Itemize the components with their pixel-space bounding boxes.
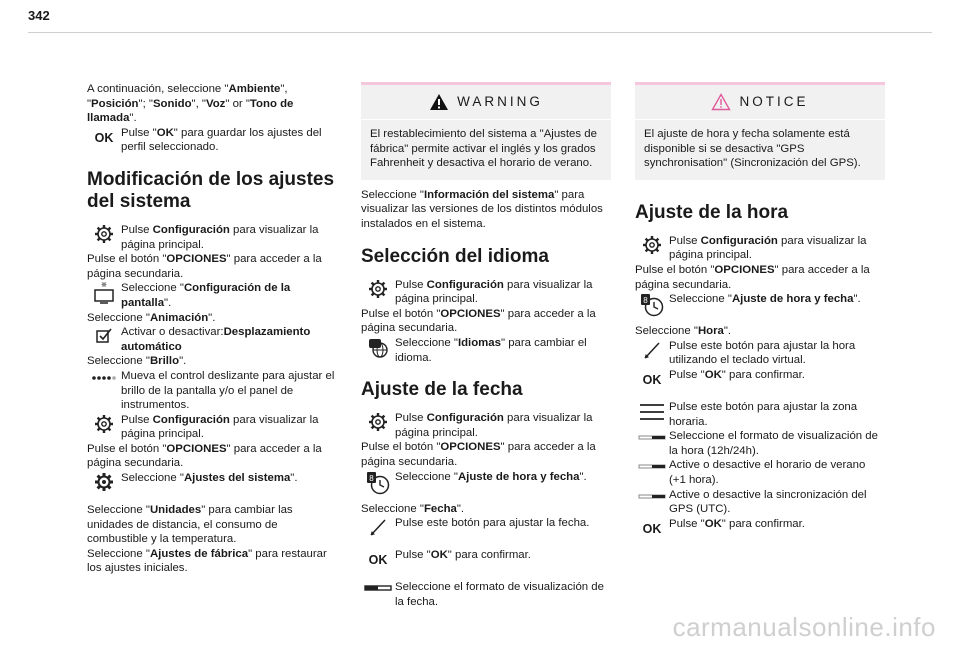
date-step-date: Seleccione "Fecha".: [361, 502, 465, 515]
ok-icon: OK: [642, 372, 662, 387]
step-slider: Mueva el control deslizante para ajustar el brillo de la pantalla y/o el panel de instrumentos.: [87, 369, 337, 413]
step-system-info: Seleccione "Información del sistema" para visualizar las versiones de los distintos módulos instalados en el sistema.: [361, 188, 603, 230]
gears-icon: [87, 471, 121, 492]
toggle-bar-icon: [635, 458, 669, 473]
column-3: [635, 82, 885, 543]
section-heading-language: Selección del idioma: [361, 245, 549, 267]
svg-text:8: 8: [369, 473, 374, 483]
page-number: 342: [28, 8, 50, 23]
column-2: [361, 82, 611, 609]
warning-box: [361, 82, 611, 180]
svg-text:8: 8: [643, 296, 648, 306]
step-settings: Pulse Configuración para visualizar la página principal.: [87, 223, 337, 252]
step-screen-config: Seleccione "Configuración de la pantalla".: [87, 281, 337, 310]
column-1: [87, 82, 337, 576]
lang-step-options: Pulse el botón "OPCIONES" para acceder a la página secundaria.: [361, 307, 596, 335]
list-icon: [635, 400, 669, 423]
date-step-edit: Pulse este botón para ajustar la fecha.: [361, 516, 611, 542]
notice-title: NOTICE: [739, 93, 809, 109]
step-animation: Seleccione "Animación".: [87, 311, 216, 324]
time-step-zone: Pulse este botón para ajustar la zona horaria.: [635, 400, 885, 429]
ok-icon: OK: [642, 521, 662, 536]
gear-icon: [361, 278, 395, 299]
time-step-hour: Seleccione "Hora".: [635, 325, 732, 338]
step-options-2: Pulse el botón "OPCIONES" para acceder a la página secundaria.: [87, 442, 322, 470]
time-step-datetime: 8 Seleccione "Ajuste de hora y fecha".: [635, 292, 885, 318]
watermark: carmanualsonline.info: [672, 612, 936, 642]
section-heading-date: Ajuste de la fecha: [361, 379, 523, 401]
step-brightness: Seleccione "Brillo".: [87, 355, 187, 368]
toggle-bar-icon: [361, 580, 395, 595]
date-step-format: Seleccione el formato de visualización de la fecha.: [361, 580, 611, 609]
date-step-settings: Pulse Configuración para visualizar la página principal.: [361, 411, 611, 440]
language-icon: [361, 336, 395, 359]
ok-icon: OK: [368, 553, 388, 568]
step-units: Seleccione "Unidades" para cambiar las unidades de distancia, el consumo de combustible y la temperatura.: [87, 504, 293, 546]
date-step-ok: OK Pulse "OK" para confirmar.: [361, 548, 611, 574]
time-step-options: Pulse el botón "OPCIONES" para acceder a la página secundaria.: [635, 263, 870, 291]
time-step-settings: Pulse Configuración para visualizar la página principal.: [635, 234, 885, 263]
toggle-bar-icon: [635, 429, 669, 444]
step-system-settings: Seleccione "Ajustes del sistema".: [87, 471, 337, 497]
time-step-dst: Active o desactive el horario de verano (+1 hora).: [635, 458, 885, 487]
step-options: Pulse el botón "OPCIONES" para acceder a la página secundaria.: [87, 253, 322, 280]
date-step-datetime: 8 Seleccione "Ajuste de hora y fecha".: [361, 470, 611, 496]
time-step-edit: Pulse este botón para ajustar la hora utilizando el teclado virtual.: [635, 339, 885, 368]
notice-box: [635, 82, 885, 180]
time-step-ok: OK Pulse "OK" para confirmar.: [635, 368, 885, 394]
gear-icon: [87, 413, 121, 434]
slider-dots-icon: [87, 369, 121, 384]
gear-icon: [635, 234, 669, 255]
clock-calendar-icon: [361, 470, 395, 495]
warning-icon: [429, 93, 449, 111]
screen-brightness-icon: [87, 281, 121, 304]
clock-calendar-icon: [635, 292, 669, 317]
header-divider: [28, 32, 932, 33]
gear-icon: [87, 223, 121, 244]
notice-icon: [711, 93, 731, 111]
checkbox-icon: [87, 325, 121, 344]
time-step-format: Seleccione el formato de visualización de la hora (12h/24h).: [635, 429, 885, 458]
step-settings-2: Pulse Configuración para visualizar la página principal.: [87, 413, 337, 442]
toggle-bar-icon: [635, 488, 669, 503]
lang-step-settings: Pulse Configuración para visualizar la página principal.: [361, 278, 611, 307]
notice-text: El ajuste de hora y fecha solamente está disponible si se desactiva "GPS synchronisation" (Sincronización del GPS).: [644, 128, 861, 170]
intro-text: A continuación, seleccione "Ambiente", "Posición"; "Sonido", "Voz" or "Tono de llamada".: [87, 83, 294, 125]
pencil-icon: [361, 516, 395, 537]
time-step-ok-2: OK Pulse "OK" para confirmar.: [635, 517, 885, 543]
ok-save-step: OK Pulse "OK" para guardar los ajustes del perfil seleccionado.: [87, 126, 337, 155]
gear-icon: [361, 411, 395, 432]
step-factory: Seleccione "Ajustes de fábrica" para restaurar los ajustes iniciales.: [87, 547, 327, 575]
section-heading-time: Ajuste de la hora: [635, 201, 789, 223]
pencil-icon: [635, 339, 669, 360]
warning-text: El restablecimiento del sistema a "Ajustes de fábrica" permite activar el inglés y los grados Fahrenheit y desactiva el horario de verano.: [370, 128, 597, 170]
time-step-gps: Active o desactive la sincronización del GPS (UTC).: [635, 488, 885, 517]
step-auto-scroll: Activar o desactivar:Desplazamiento automático: [87, 325, 337, 354]
ok-icon: OK: [94, 130, 114, 145]
lang-step-languages: Seleccione "Idiomas" para cambiar el idioma.: [361, 336, 611, 365]
date-step-options: Pulse el botón "OPCIONES" para acceder a la página secundaria.: [361, 441, 596, 468]
warning-title: WARNING: [457, 93, 543, 109]
section-heading-system: Modificación de los ajustes del sistema: [87, 168, 335, 212]
